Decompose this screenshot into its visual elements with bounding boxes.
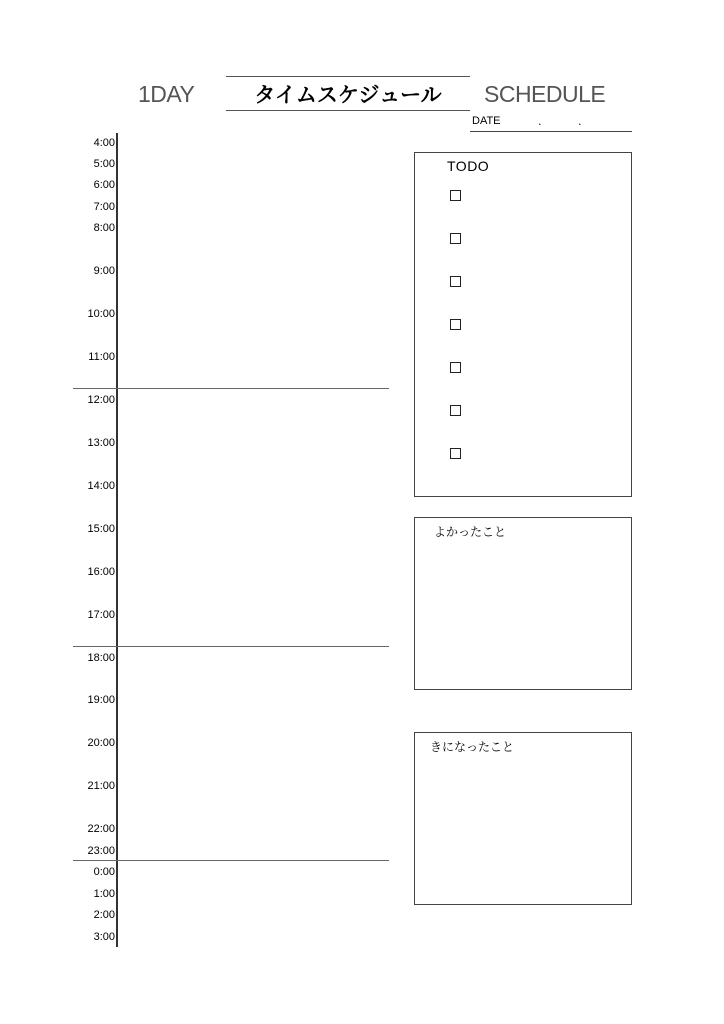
concerns-box[interactable] bbox=[414, 732, 632, 905]
time-label: 15:00 bbox=[87, 523, 115, 535]
date-separator-2: . bbox=[578, 115, 582, 128]
time-label: 13:00 bbox=[87, 437, 115, 449]
noon-separator bbox=[73, 388, 389, 389]
date-separator-1: . bbox=[538, 115, 542, 128]
time-label: 23:00 bbox=[87, 845, 115, 857]
timeline-axis bbox=[116, 133, 118, 947]
time-label: 12:00 bbox=[87, 394, 115, 406]
midnight-separator bbox=[73, 860, 389, 861]
time-label: 21:00 bbox=[87, 780, 115, 792]
time-label: 2:00 bbox=[93, 909, 115, 921]
todo-checkbox[interactable] bbox=[450, 448, 461, 459]
time-label: 19:00 bbox=[87, 694, 115, 706]
time-label: 9:00 bbox=[93, 265, 115, 277]
time-label: 20:00 bbox=[87, 737, 115, 749]
time-label: 7:00 bbox=[93, 201, 115, 213]
todo-checkbox[interactable] bbox=[450, 276, 461, 287]
good-things-box[interactable] bbox=[414, 517, 632, 690]
time-label: 17:00 bbox=[87, 609, 115, 621]
time-label: 14:00 bbox=[87, 480, 115, 492]
date-field-rule[interactable] bbox=[470, 131, 632, 132]
time-label: 16:00 bbox=[87, 566, 115, 578]
todo-title: TODO bbox=[447, 158, 490, 174]
title-bottom-rule bbox=[226, 110, 470, 111]
todo-checkbox[interactable] bbox=[450, 233, 461, 244]
time-label: 18:00 bbox=[87, 652, 115, 664]
good-things-title: よかったこと bbox=[434, 525, 507, 539]
time-label: 4:00 bbox=[93, 137, 115, 149]
time-label: 8:00 bbox=[93, 222, 115, 234]
title-1day: 1DAY bbox=[138, 81, 195, 107]
todo-checkbox[interactable] bbox=[450, 319, 461, 330]
todo-box bbox=[414, 152, 632, 497]
date-label: DATE bbox=[472, 115, 501, 127]
time-label: 22:00 bbox=[87, 823, 115, 835]
todo-checkbox[interactable] bbox=[450, 405, 461, 416]
time-label: 10:00 bbox=[87, 308, 115, 320]
todo-checkbox[interactable] bbox=[450, 362, 461, 373]
evening-separator bbox=[73, 646, 389, 647]
time-label: 3:00 bbox=[93, 931, 115, 943]
time-label: 6:00 bbox=[93, 179, 115, 191]
time-label: 0:00 bbox=[93, 866, 115, 878]
time-label: 5:00 bbox=[93, 158, 115, 170]
time-label: 11:00 bbox=[88, 351, 115, 363]
time-label: 1:00 bbox=[93, 888, 115, 900]
title-top-rule bbox=[226, 76, 470, 77]
todo-checkbox[interactable] bbox=[450, 190, 461, 201]
title-schedule: SCHEDULE bbox=[484, 81, 606, 107]
concerns-title: きになったこと bbox=[430, 740, 515, 754]
page-title: タイムスケジュール bbox=[254, 83, 442, 107]
